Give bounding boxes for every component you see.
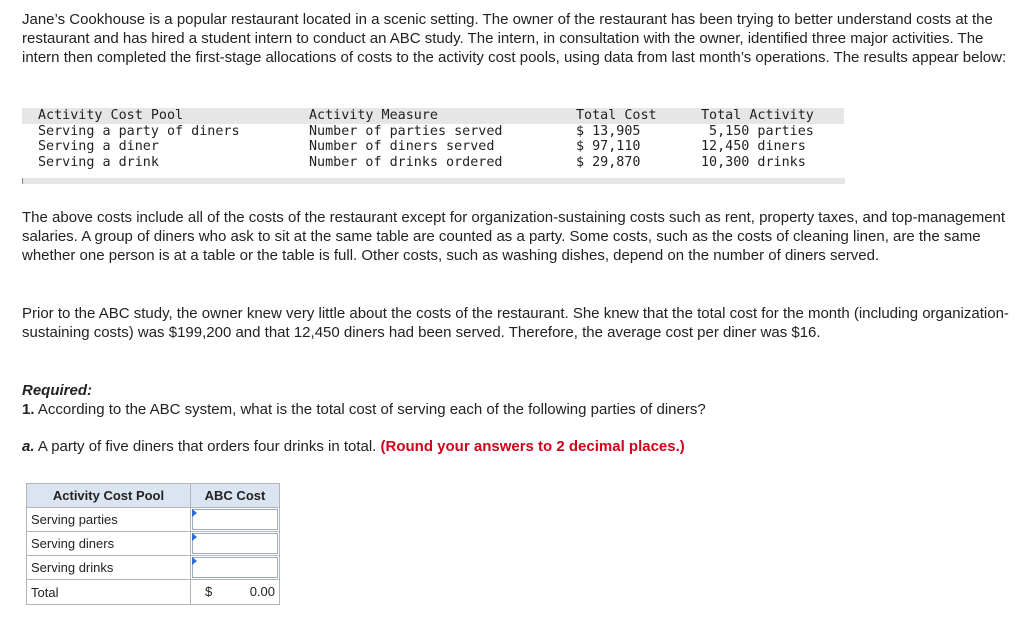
serving-diners-input[interactable] xyxy=(192,533,278,554)
cell-pool: Serving a party of diners xyxy=(38,123,240,139)
input-flag-icon xyxy=(192,557,197,565)
cell-measure: Number of drinks ordered xyxy=(309,154,503,170)
cell-pool: Serving a drink xyxy=(38,154,159,170)
question-1a-letter: a. xyxy=(22,438,35,455)
cell-total-activity: 5,150 parties xyxy=(701,123,814,139)
input-flag-icon xyxy=(192,509,197,517)
answer-header-abc-cost: ABC Cost xyxy=(191,484,280,508)
cell-measure: Number of parties served xyxy=(309,123,503,139)
answer-row xyxy=(27,508,280,532)
answer-row-label: Serving parties xyxy=(27,508,191,532)
data-table-row xyxy=(22,139,844,155)
total-currency: $ xyxy=(205,584,213,599)
required-heading: Required: xyxy=(22,382,93,399)
answer-total-row xyxy=(27,580,280,605)
question-1a-text: A party of five diners that orders four drinks in total. xyxy=(34,438,381,455)
data-table-row xyxy=(22,124,844,140)
input-flag-icon xyxy=(192,533,197,541)
intro-paragraph-3: Prior to the ABC study, the owner knew very little about the costs of the restaurant. She knew that the total cost for the month (including organization-sustaining costs) was $199,200 and that 12,450 diners had been served. Therefore, the average cost per diner was $16. xyxy=(22,305,1009,341)
answer-table xyxy=(26,483,280,605)
cell-pool: Serving a diner xyxy=(38,139,159,154)
question-1-number: 1. xyxy=(22,401,35,418)
intro-paragraph-1: Jane’s Cookhouse is a popular restaurant located in a scenic setting. The owner of the restaurant has been trying to better understand costs at the restaurant and has hired a student intern to conduct an ABC study. The intern, in consultation with the owner, identified three major activities. The intern then completed the first-stage allocations of costs to the activity cost pools, using data from last month’s operations. The results appear below: xyxy=(22,11,1007,66)
data-table-footer-bar xyxy=(22,178,845,184)
serving-diners-input-cell xyxy=(191,532,280,556)
total-value-cell xyxy=(191,580,280,605)
activity-cost-data-table xyxy=(22,108,844,170)
cell-total-activity: 12,450 diners xyxy=(701,139,806,154)
answer-row-label: Serving diners xyxy=(27,532,191,556)
serving-drinks-input[interactable] xyxy=(192,557,278,578)
answer-row xyxy=(27,532,280,556)
serving-parties-input[interactable] xyxy=(192,509,278,530)
cell-measure: Number of diners served xyxy=(309,139,495,154)
answer-header-pool: Activity Cost Pool xyxy=(27,484,191,508)
total-label: Total xyxy=(27,580,191,605)
cell-total-cost: $ 13,905 xyxy=(576,123,641,139)
question-1-text: According to the ABC system, what is the total cost of serving each of the following parties of diners? xyxy=(34,401,706,418)
cell-total-cost: $ 97,110 xyxy=(576,139,641,154)
data-table-header xyxy=(22,108,844,124)
question-1a xyxy=(22,438,685,455)
header-total-activity: Total Activity xyxy=(701,108,814,123)
header-total-cost: Total Cost xyxy=(576,108,657,123)
answer-row-label: Serving drinks xyxy=(27,556,191,580)
header-activity-cost-pool: Activity Cost Pool xyxy=(38,108,184,123)
question-1 xyxy=(22,401,706,418)
serving-drinks-input-cell xyxy=(191,556,280,580)
header-activity-measure: Activity Measure xyxy=(309,108,438,123)
data-table-row xyxy=(22,155,844,171)
cell-total-activity: 10,300 drinks xyxy=(701,154,806,170)
intro-paragraph-2: The above costs include all of the costs of the restaurant except for organization-sustaining costs such as rent, property taxes, and top-management salaries. A group of diners who ask to sit at the same table are counted as a party. Some costs, such as the costs of cleaning linen, are the same whether one person is at a table or the table is full. Other costs, such as washing dishes, depend on the number of diners served. xyxy=(22,209,1006,264)
rounding-note: (Round your answers to 2 decimal places.) xyxy=(380,438,685,455)
cell-total-cost: $ 29,870 xyxy=(576,154,641,170)
serving-parties-input-cell xyxy=(191,508,280,532)
total-value: 0.00 xyxy=(249,584,275,599)
answer-row xyxy=(27,556,280,580)
